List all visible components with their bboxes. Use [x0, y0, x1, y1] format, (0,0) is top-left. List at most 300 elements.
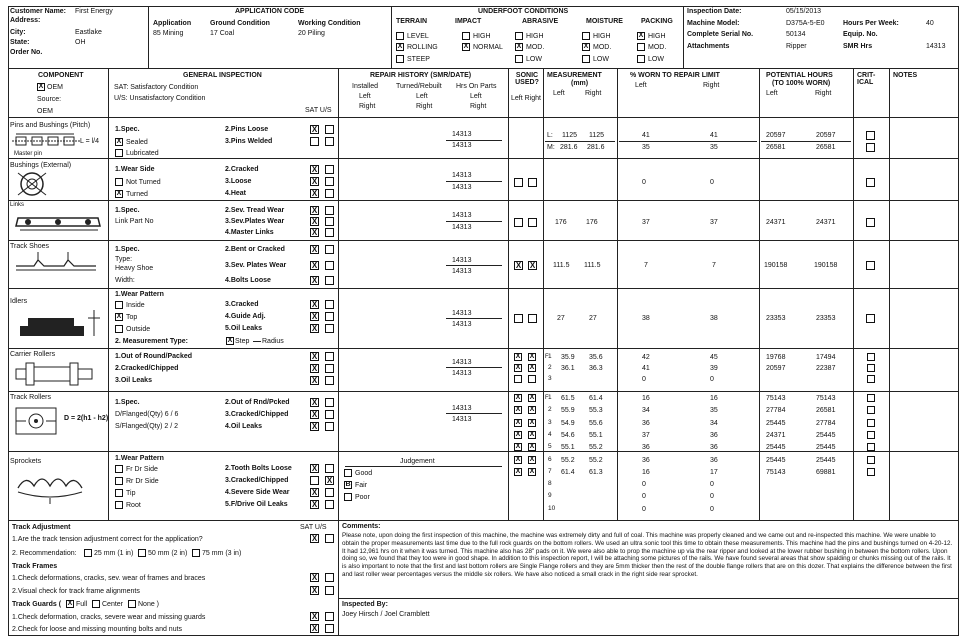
idlers-guide-sat[interactable]: X [311, 312, 318, 321]
sprockets-bolts-label: 2.Tooth Bolts Loose [225, 465, 292, 472]
judgement-fair-label: Fair [355, 482, 368, 489]
pins-hrs-left-1: 20597 [766, 132, 786, 139]
links-critical[interactable] [866, 218, 875, 227]
source-value: OEM [37, 108, 53, 115]
rollers-sonic-left[interactable]: X [515, 406, 521, 414]
shoes-hrs-right: 14313 [452, 268, 472, 275]
rollers-sonic-right[interactable]: X [529, 455, 535, 463]
app-code-title: APPLICATION CODE [235, 8, 305, 15]
guards-q2: 2.Check for loose and missing mounting bolts and nuts [12, 626, 183, 633]
roller-pct-left: 37 [642, 431, 650, 439]
sprockets-rr-checkbox[interactable] [115, 477, 123, 485]
roller-meas-right: 61.3 [589, 468, 603, 476]
inspection-date-label: Inspection Date: [687, 8, 742, 15]
roller-critical[interactable] [867, 419, 875, 427]
shoes-sonic-left[interactable]: X [515, 261, 522, 270]
idlers-oil-us[interactable] [325, 324, 334, 333]
hrs-left: Left [470, 93, 482, 100]
idlers-inside-checkbox[interactable] [115, 301, 123, 309]
state: OH [75, 39, 86, 46]
rollers-illustration [14, 402, 64, 442]
carrier-critical[interactable] [867, 364, 875, 372]
rollers-sonic-right[interactable]: X [529, 430, 535, 438]
comments-text: Please note, upon doing the first inspection of this machine, the machine was extremely dirty and full of coal. This machine was properly cleaned and we came out and re-inspected this machine. We were unable to obtain the proper measurements last time due to the full rock guards on the bottom rollers. We used an ultra sonic tool this time to obtain these measurements. This machine had the pins and bushings turned on 4-20-12. It had 12,961 hrs on it when it was turned. This machine also has 28" pads on it. We were also able to prop the machine up via the rear ripper and looked at the lower rubber bushing in between the bottom rollers. Upon doing so, we found that they too were in good shape. In addition to this inspection report, I will be attaching some pictures of the rails. We have found several areas that show spalding or chunks missing out of the rails. It is also important to note that the first and last bottom rollers are Single Flange rollers and they are 5mm thicker then the rest of the double flange rollers that are on this dozer. That explains the difference between the first and last roller wear percentages versus the middle six rollers. We have also noticed a small crack in the right side rear sprocket. [342, 532, 953, 578]
bushings-heat-us[interactable] [325, 189, 334, 198]
guards-center-checkbox[interactable] [92, 600, 100, 608]
roller-meas-left: 61.5 [561, 395, 575, 402]
shoes-hrs-left: 14313 [452, 257, 472, 264]
roller-pct-right: 16 [710, 395, 718, 402]
links-spec: 1.Spec. [115, 207, 140, 214]
rec-75-checkbox[interactable] [192, 549, 200, 557]
shoes-critical[interactable] [866, 261, 875, 270]
roller-row-number: 4 [548, 430, 552, 438]
carrier-sonic-left[interactable]: X [515, 353, 521, 360]
shoes-pct-left: 7 [644, 262, 648, 269]
roller-meas-right: 61.4 [589, 395, 603, 402]
moisture-high-checkbox[interactable] [582, 32, 590, 40]
carrier-oil-label: 3.Oil Leaks [115, 377, 152, 384]
terrain-level-checkbox[interactable] [396, 32, 404, 40]
sprockets-root-label: Root [126, 502, 141, 509]
sprockets-chipped-sat[interactable] [310, 476, 319, 485]
guards-q2-sat[interactable]: X [311, 624, 318, 633]
idlers-guide-us[interactable] [325, 312, 334, 321]
roller-hrs-right: 26581 [816, 407, 836, 415]
roller-hrs-right: 27784 [816, 419, 836, 427]
rollers-sonic-right[interactable]: X [529, 467, 535, 475]
ground-label: Ground Condition [210, 20, 270, 27]
general-inspection-header: GENERAL INSPECTION [183, 72, 262, 79]
rollers-sonic-left[interactable]: X [515, 443, 521, 451]
roller-row-number: 1 [548, 394, 552, 401]
sprockets-rr-label: Rr Dr Side [126, 478, 159, 485]
shoes-bolts-sat[interactable]: X [311, 276, 318, 285]
abrasive-high-checkbox[interactable] [515, 32, 523, 40]
guards-full-checkbox[interactable]: X [67, 600, 73, 607]
pins-welded-sat[interactable] [310, 137, 319, 146]
pins-pct-left-2: 35 [642, 144, 650, 151]
track-adj-us[interactable] [325, 534, 334, 543]
sprockets-chipped-us[interactable]: X [326, 476, 333, 485]
shoes-type-value: Heavy Shoe [115, 265, 154, 272]
shoes-pct-right: 7 [712, 262, 716, 269]
idlers-component-label: Idlers [10, 298, 28, 305]
turned-left: Left [416, 93, 428, 100]
carrier-pct-right: 39 [710, 365, 718, 372]
links-master-sat[interactable]: X [311, 228, 318, 237]
idlers-sonic-right[interactable] [528, 314, 537, 323]
roller-hrs-left: 25445 [766, 419, 786, 427]
pins-loose-us[interactable] [325, 125, 334, 134]
bushings-turned-checkbox[interactable]: X [116, 190, 122, 197]
bushings-loose-sat[interactable]: X [311, 177, 318, 186]
carrier-row-number: 3 [548, 375, 552, 382]
roller-row-number: 3 [548, 418, 552, 426]
pins-l-left: 1125 [562, 132, 578, 139]
pins-l-right: 1125 [589, 132, 605, 139]
rollers-sonic-left[interactable]: X [515, 467, 521, 475]
pins-critical-1[interactable] [866, 131, 875, 140]
roller-pct-left: 34 [642, 407, 650, 415]
track-adjustment-title: Track Adjustment [12, 524, 71, 531]
roller-critical[interactable] [867, 443, 875, 451]
hours-per-week: 40 [926, 20, 934, 27]
pins-m-left: 281.6 [560, 144, 578, 151]
links-plates-sat[interactable]: X [311, 217, 318, 226]
roller-critical[interactable] [867, 456, 875, 464]
moisture-label: MOISTURE [586, 18, 623, 25]
carrier-sonic-left[interactable]: X [515, 364, 521, 371]
links-plates-label: 3.Sev.Plates Wear [225, 218, 285, 225]
sat-definition: SAT: Satisfactory Condition [114, 84, 199, 91]
machine-model-label: Machine Model: [687, 20, 740, 27]
moisture-mod-checkbox[interactable]: X [583, 43, 589, 50]
potential-hours-header: POTENTIAL HOURS [766, 72, 833, 79]
roller-pct-left: 0 [642, 493, 646, 501]
sprockets-side-us[interactable] [325, 488, 334, 497]
idlers-wear: 1.Wear Pattern [115, 291, 164, 298]
roller-pct-right: 17 [710, 468, 718, 476]
pins-pct-right-2: 35 [710, 144, 718, 151]
pins-welded-label: 3.Pins Welded [225, 138, 273, 145]
frames-q2-us[interactable] [325, 586, 334, 595]
rollers-f-marker: F [545, 395, 549, 401]
roller-hrs-right: 25445 [816, 444, 836, 452]
roller-row-number: 2 [548, 406, 552, 414]
links-hrs-left: 14313 [452, 212, 472, 219]
sprockets-fr-checkbox[interactable] [115, 465, 123, 473]
potential-right: Right [815, 90, 832, 97]
bushings-pct-right: 0 [710, 179, 714, 186]
roller-hrs-left: 75143 [766, 395, 786, 402]
roller-pct-left: 36 [642, 419, 650, 427]
carrier-hrs-right: 14313 [452, 370, 472, 377]
carrier-pct-left: 42 [642, 354, 650, 361]
carrier-hrs-right: 22387 [816, 365, 836, 372]
idlers-sonic-left[interactable] [514, 314, 523, 323]
sprockets-root-checkbox[interactable] [115, 501, 123, 509]
links-sonic-left[interactable] [514, 218, 523, 227]
impact-normal-checkbox[interactable]: X [463, 43, 469, 50]
sprockets-wear: 1.Wear Pattern [115, 455, 164, 462]
carrier-chipped-label: 2.Cracked/Chipped [115, 365, 179, 372]
roller-critical[interactable] [867, 468, 875, 476]
impact-high-checkbox[interactable] [462, 32, 470, 40]
carrier-round-label: 1.Out of Round/Packed [115, 353, 193, 360]
shoes-width-label: Width: [115, 277, 135, 284]
idlers-top-checkbox[interactable]: X [116, 313, 122, 320]
shoes-plates-sat[interactable]: X [311, 261, 318, 270]
idlers-meas-left: 27 [557, 315, 565, 322]
pins-pct-left-1: 41 [642, 132, 650, 139]
idlers-hrs-right: 14313 [452, 321, 472, 328]
pins-m-right: 281.6 [587, 144, 605, 151]
pins-welded-us[interactable] [325, 137, 334, 146]
guards-none-checkbox[interactable] [128, 600, 136, 608]
guards-q2-us[interactable] [325, 624, 334, 633]
oem-label: OEM [47, 84, 63, 91]
pct-worn-header: % WORN TO REPAIR LIMIT [630, 72, 720, 79]
carrier-hrs-left: 20597 [766, 365, 786, 372]
terrain-steep-label: STEEP [407, 56, 430, 63]
track-guards-title: Track Guards ( [12, 601, 62, 608]
abrasive-mod-checkbox[interactable]: X [516, 43, 522, 50]
pins-sealed-label: Sealed [126, 139, 148, 146]
rollers-component-label: Track Rollers [10, 394, 51, 401]
carrier-oil-us[interactable] [325, 376, 334, 385]
idlers-hrs-left-pot: 23353 [766, 315, 786, 322]
carrier-chipped-sat[interactable]: X [311, 364, 318, 373]
links-master-us[interactable] [325, 228, 334, 237]
pins-hrs-right-2: 26581 [816, 144, 836, 151]
rollers-oil-us[interactable] [325, 422, 334, 431]
idlers-outside-checkbox[interactable] [115, 325, 123, 333]
links-tread-us[interactable] [325, 206, 334, 215]
rollers-spec: 1.Spec. [115, 399, 140, 406]
links-sonic-right[interactable] [528, 218, 537, 227]
pins-hrs-right-1: 20597 [816, 132, 836, 139]
carrier-component-label: Carrier Rollers [10, 351, 56, 358]
shoes-sonic-right[interactable]: X [529, 261, 536, 270]
carrier-critical[interactable] [867, 375, 875, 383]
carrier-pct-right: 0 [710, 376, 714, 383]
terrain-steep-checkbox[interactable] [396, 55, 404, 63]
roller-hrs-left: 27784 [766, 407, 786, 415]
bushings-cracked-sat[interactable]: X [311, 165, 318, 174]
carrier-chipped-us[interactable] [325, 364, 334, 373]
roller-meas-right: 55.2 [589, 444, 603, 452]
component-header: COMPONENT [38, 72, 84, 79]
pins-lubricated-label: Lubricated [126, 150, 159, 157]
terrain-rolling-checkbox[interactable]: X [397, 43, 403, 50]
frames-q1-us[interactable] [325, 573, 334, 582]
track-adj-sat[interactable]: X [311, 534, 318, 543]
pins-sealed-checkbox[interactable]: X [116, 138, 122, 145]
bushings-not-turned-checkbox[interactable] [115, 178, 123, 186]
frames-q2: 2.Visual check for track frame alignments [12, 588, 140, 595]
carrier-pct-right: 45 [710, 354, 718, 361]
serial-label: Complete Serial No. [687, 31, 754, 38]
bushings-heat-label: 4.Heat [225, 190, 247, 197]
shoes-meas-right: 111.5 [584, 262, 601, 269]
shoes-bolts-label: 4.Bolts Loose [225, 277, 271, 284]
frames-q1-sat[interactable]: X [311, 573, 318, 582]
roller-pct-left: 16 [642, 468, 650, 476]
rollers-oil-sat[interactable]: X [311, 422, 318, 431]
bushings-not-turned-label: Not Turned [126, 179, 161, 186]
carrier-sonic-left[interactable] [514, 375, 522, 383]
rollers-sonic-right[interactable]: X [529, 443, 535, 451]
inspected-by: Joey Hirsch / Joel Cramblett [342, 611, 430, 618]
bushings-sonic-left[interactable] [514, 178, 523, 187]
roller-pct-left: 36 [642, 444, 650, 452]
measurement-right: Right [585, 90, 602, 97]
sprockets-bolts-us[interactable] [325, 464, 334, 473]
roller-pct-left: 36 [642, 456, 650, 464]
master-pin-label: Master pin [14, 151, 43, 157]
sprockets-side-label: 4.Severe Side Wear [225, 489, 290, 496]
carrier-round-us[interactable] [325, 352, 334, 361]
customer-name-label: Customer Name: [10, 8, 67, 15]
guards-full-label: Full [76, 601, 88, 608]
links-hrs-left-pot: 24371 [766, 219, 786, 226]
impact-label: IMPACT [455, 18, 482, 25]
roller-row-number: 7 [548, 467, 552, 475]
rollers-sonic-left[interactable]: X [515, 430, 521, 438]
roller-hrs-right: 25445 [816, 431, 836, 439]
sprockets-oil-us[interactable] [325, 500, 334, 509]
sprockets-side-sat[interactable]: X [311, 488, 318, 497]
shoes-hrs-left-pot: 190158 [764, 262, 788, 269]
idlers-cracked-sat[interactable]: X [311, 300, 318, 309]
roller-hrs-left: 25445 [766, 456, 786, 464]
impact-normal-label: NORMAL [473, 44, 503, 51]
packing-low-checkbox[interactable] [637, 55, 645, 63]
roller-pct-right: 36 [710, 444, 718, 452]
carrier-round-sat[interactable]: X [311, 352, 318, 361]
rec-75-label: 75 mm (3 in) [202, 550, 242, 557]
packing-mod-checkbox[interactable] [637, 43, 645, 51]
us-definition: U/S: Unsatisfactory Condition [114, 95, 206, 102]
city-label: City: [10, 29, 26, 36]
guards-none-label: None ) [138, 601, 160, 608]
rollers-hrs-right: 14313 [452, 416, 472, 423]
idlers-step-checkbox[interactable]: X [227, 337, 233, 344]
idlers-hrs-left: 14313 [452, 310, 472, 317]
sprockets-tip-checkbox[interactable] [115, 489, 123, 497]
application-label: Application [153, 20, 192, 27]
attachments: Ripper [786, 43, 807, 50]
idlers-critical[interactable] [866, 314, 875, 323]
rollers-sonic-left[interactable]: X [515, 455, 521, 463]
frames-q2-sat[interactable]: X [311, 586, 318, 595]
packing-high-checkbox[interactable]: X [638, 32, 644, 39]
guards-q1-us[interactable] [325, 612, 334, 621]
bushings-sonic-right[interactable] [528, 178, 537, 187]
bushings-loose-us[interactable] [325, 177, 334, 186]
rollers-chipped-us[interactable] [325, 410, 334, 419]
roller-hrs-right: 25445 [816, 456, 836, 464]
carrier-meas-left: 36.1 [561, 365, 575, 372]
roller-meas-left: 54.9 [561, 419, 575, 427]
rec-50-label: 50 mm (2 in) [148, 550, 188, 557]
shoes-plates-us[interactable] [325, 261, 334, 270]
mm-header: (mm) [571, 80, 589, 87]
rollers-sonic-left[interactable]: X [515, 418, 521, 426]
roller-critical[interactable] [867, 431, 875, 439]
frames-q1: 1.Check deformations, cracks, sev. wear of frames and braces [12, 575, 206, 582]
sprockets-oil-sat[interactable]: X [311, 500, 318, 509]
roller-critical[interactable] [867, 406, 875, 414]
carrier-sonic-right[interactable]: X [529, 353, 535, 360]
carrier-sonic-right[interactable] [528, 375, 536, 383]
shoes-bolts-us[interactable] [325, 276, 334, 285]
bushings-hrs-right: 14313 [452, 184, 472, 191]
smr-label: SMR Hrs [843, 43, 873, 50]
roller-pct-right: 35 [710, 407, 718, 415]
bushings-cracked-us[interactable] [325, 165, 334, 174]
roller-critical[interactable] [867, 394, 875, 402]
city: Eastlake [75, 29, 102, 36]
idlers-cracked-label: 3.Cracked [225, 301, 259, 308]
hrs-on-parts-header: Hrs On Parts [456, 83, 497, 90]
carrier-sonic-right[interactable]: X [529, 364, 535, 371]
sprockets-oil-label: 5.F/Drive Oil Leaks [225, 501, 288, 508]
roller-meas-left: 55.2 [561, 456, 575, 464]
shoes-bent-us[interactable] [325, 245, 334, 254]
notes-header: NOTES [893, 72, 918, 79]
roller-row-number: 8 [548, 480, 552, 488]
carrier-meas-left: 35.9 [561, 354, 575, 361]
abrasive-low-checkbox[interactable] [515, 55, 523, 63]
links-plates-us[interactable] [325, 217, 334, 226]
shoes-illustration [14, 252, 106, 282]
rec-50-checkbox[interactable] [138, 549, 146, 557]
idlers-cracked-us[interactable] [325, 300, 334, 309]
packing-low-label: LOW [648, 56, 664, 63]
pins-lubricated-checkbox[interactable] [115, 149, 123, 157]
hrs-right: Right [470, 103, 487, 110]
carrier-meas-right: 36.3 [589, 365, 603, 372]
rollers-round-sat[interactable]: X [311, 398, 318, 407]
carrier-row-number: 1 [548, 353, 552, 360]
rollers-sonic-left[interactable]: X [515, 394, 521, 401]
pins-loose-sat[interactable]: X [311, 125, 318, 134]
shoes-bent-sat[interactable]: X [311, 245, 318, 254]
idlers-radius-label: Radius [262, 338, 284, 345]
bushings-heat-sat[interactable]: X [311, 189, 318, 198]
guards-q1-sat[interactable]: X [311, 612, 318, 621]
rollers-round-label: 2.Out of Rnd/Pcked [225, 399, 290, 406]
bushings-critical[interactable] [866, 178, 875, 187]
judgement-good-checkbox[interactable] [344, 469, 352, 477]
judgement-fair-checkbox[interactable]: B [345, 481, 351, 488]
pins-spec: 1.Spec. [115, 126, 140, 133]
carrier-critical[interactable] [867, 353, 875, 361]
judgement-poor-checkbox[interactable] [344, 493, 352, 501]
pins-critical-2[interactable] [866, 143, 875, 152]
links-tread-sat[interactable]: X [311, 206, 318, 215]
idlers-oil-sat[interactable]: X [311, 324, 318, 333]
sprockets-illustration [14, 468, 106, 504]
idlers-top-label: Top [126, 314, 138, 321]
track-adj-q2: 2. Recommendation: [12, 550, 77, 557]
rollers-sonic-right[interactable]: X [529, 418, 535, 426]
rollers-chipped-label: 3.Cracked/Chipped [225, 411, 289, 418]
rollers-sonic-right[interactable]: X [529, 406, 535, 414]
sprockets-bolts-sat[interactable]: X [311, 464, 318, 473]
rec-25-label: 25 mm (1 in) [94, 550, 134, 557]
rec-25-checkbox[interactable] [84, 549, 92, 557]
links-hrs-right: 14313 [452, 224, 472, 231]
rollers-round-us[interactable] [325, 398, 334, 407]
equip-no-label: Equip. No. [843, 31, 878, 38]
rollers-chipped-sat[interactable]: X [311, 410, 318, 419]
oem-checkbox[interactable]: X [38, 83, 44, 90]
guards-center-label: Center [102, 601, 124, 608]
moisture-low-checkbox[interactable] [582, 55, 590, 63]
roller-meas-right: 55.3 [589, 407, 603, 415]
roller-meas-right: 55.6 [589, 419, 603, 427]
repair-history-header: REPAIR HISTORY (SMR/DATE) [370, 72, 472, 79]
rollers-sonic-right[interactable]: X [529, 394, 535, 401]
idlers-step-label: Step [235, 338, 250, 345]
roller-row-number: 9 [548, 492, 552, 500]
bottom-sat-us-header: SAT U/S [300, 524, 327, 531]
bushings-component-label: Bushings (External) [10, 162, 72, 169]
carrier-oil-sat[interactable]: X [311, 376, 318, 385]
